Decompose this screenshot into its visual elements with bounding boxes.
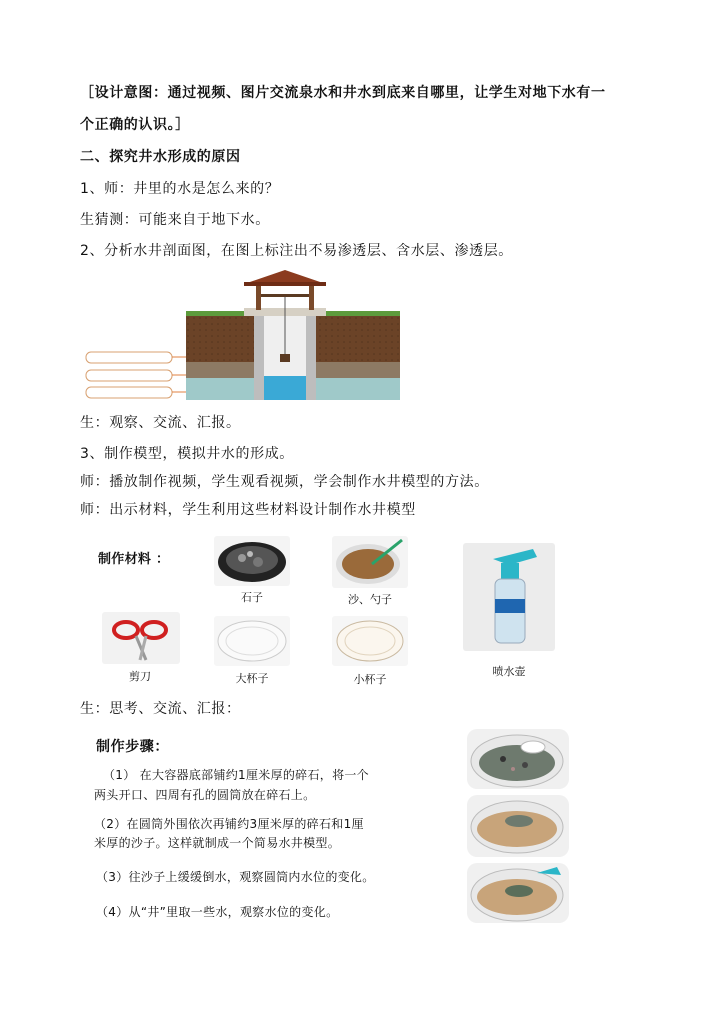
spray-bottle-photo — [463, 543, 555, 651]
teacher-video: 师：播放制作视频，学生观看视频，学会制作水井模型的方法。 — [80, 474, 489, 490]
step-1-line2: 两头开口、四周有孔的圆筒放在碎石上。 — [94, 788, 316, 802]
step-2-line2: 米厚的沙子。这样就制成一个简易水井模型。 — [94, 836, 341, 850]
question-1: 1、师：井里的水是怎么来的？ — [80, 181, 280, 197]
step-2-line1: （2）在圆筒外围依次再铺约3厘米厚的碎石和1厘 — [94, 817, 364, 831]
section-heading: 二、探究井水形成的原因 — [80, 149, 241, 165]
student-guess: 生猜测：可能来自于地下水。 — [80, 212, 270, 228]
student-think: 生：思考、交流、汇报： — [80, 701, 241, 717]
big-cup-photo — [214, 616, 290, 666]
design-intent-line2: 个正确的认识。］ — [80, 117, 190, 133]
design-intent-line1: ［设计意图：通过视频、图片交流泉水和井水到底来自哪里，让学生对地下水有一 — [80, 85, 606, 101]
step-4: （4）从“井”里取一些水，观察水位的变化。 — [96, 905, 339, 919]
materials-heading: 制作材料 ： — [98, 552, 170, 567]
small-cup-photo — [332, 616, 408, 666]
scissors-photo — [102, 612, 180, 664]
step-3: （3）往沙子上缓缓倒水，观察圆筒内水位的变化。 — [96, 870, 375, 884]
material-label-sprayer: 喷水壶 — [492, 665, 526, 678]
well-cross-section-diagram — [84, 268, 404, 402]
step-1-line1: （1） 在大容器底部铺约1厘米厚的碎石，将一个 — [103, 768, 369, 782]
step-3-photo — [467, 863, 569, 923]
steps-heading: 制作步骤： — [96, 739, 169, 755]
sand-spoon-photo — [332, 536, 408, 588]
teacher-materials: 师：出示材料，学生利用这些材料设计制作水井模型 — [80, 502, 416, 518]
material-label-small-cup: 小杯子 — [353, 673, 387, 686]
question-2: 2、分析水井剖面图，在图上标注出不易渗透层、含水层、渗透层。 — [80, 243, 513, 259]
material-label-sand: 沙、勺子 — [348, 593, 392, 606]
student-observe: 生：观察、交流、汇报。 — [80, 415, 241, 431]
material-label-stones: 石子 — [241, 591, 263, 604]
material-label-big-cup: 大杯子 — [235, 672, 269, 685]
step-2-photo — [467, 795, 569, 857]
step-1-photo — [467, 729, 569, 789]
material-label-scissors: 剪刀 — [129, 670, 151, 683]
stones-photo — [214, 536, 290, 586]
question-3: 3、制作模型，模拟井水的形成。 — [80, 446, 294, 462]
